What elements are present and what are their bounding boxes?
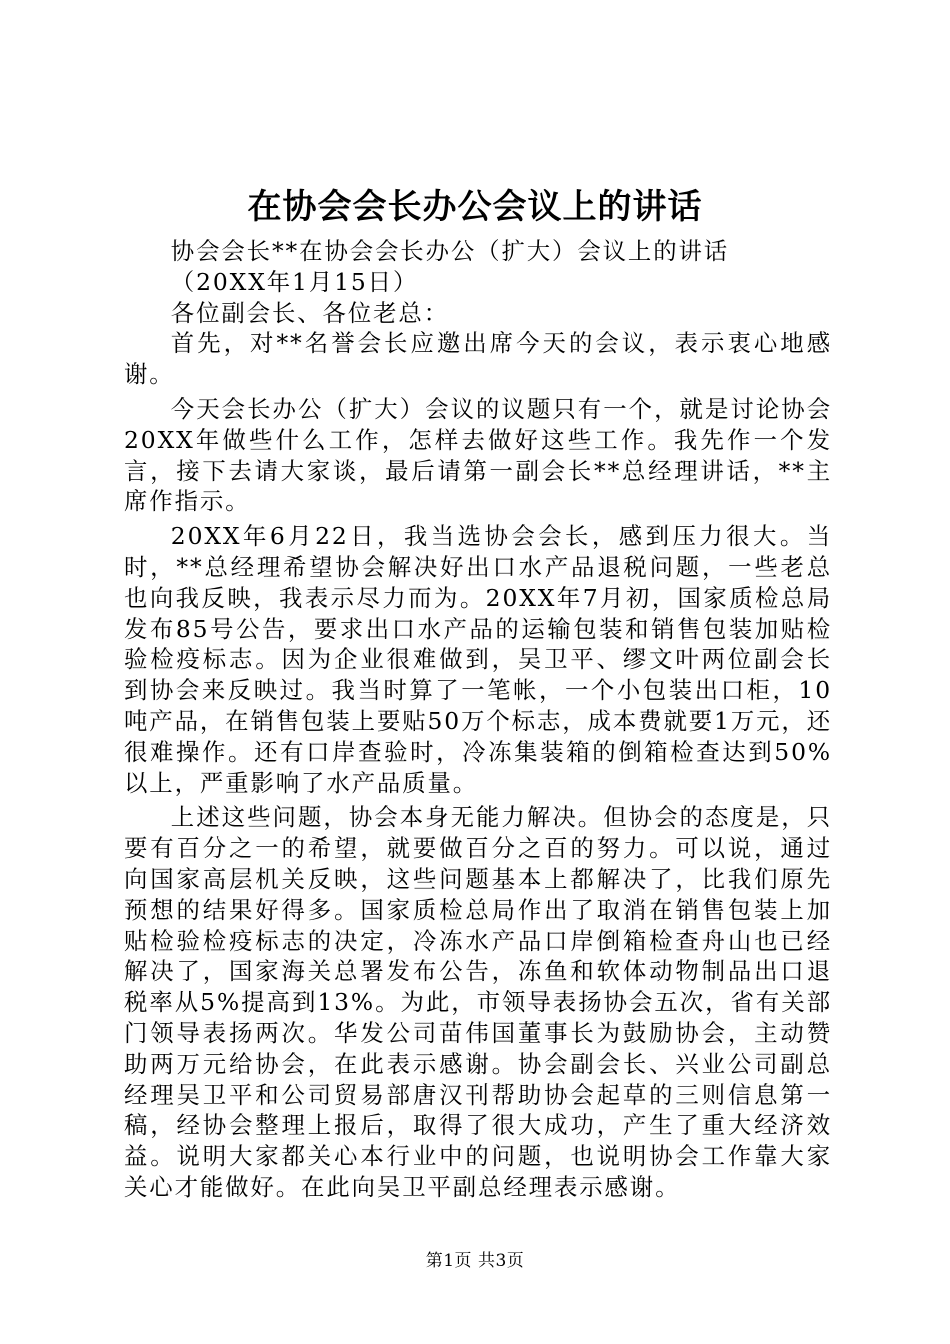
paragraph: 首先，对**名誉会长应邀出席今天的会议，表示衷心地感谢。	[124, 329, 832, 389]
speech-subtitle: 协会会长**在协会会长办公（扩大）会议上的讲话	[170, 237, 730, 265]
salutation: 各位副会长、各位老总：	[170, 298, 449, 327]
document-title: 在协会会长办公会议上的讲话	[247, 187, 703, 227]
paragraph: 今天会长办公（扩大）会议的议题只有一个，就是讨论协会20XX年做些什么工作，怎样去做好这些工作。我先作一个发言，接下去请大家谈，最后请第一副会长**总经理讲话，**主席作指示。	[124, 394, 832, 516]
paragraph: 20XX年6月22日，我当选协会会长，感到压力很大。当时，**总经理希望协会解决好出口水产品退税问题，一些老总也向我反映，我表示尽力而为。20XX年7月初，国家质检总局发布85号公告，要求出口水产品的运输包装和销售包装加贴检验检疫标志。因为企业很难做到，吴卫平、缪文叶两位副会长到协会来反映过。我当时算了一笔帐，一个小包装出口柜，10吨产品，在销售包装上要贴50万个标志，成本费就要1万元，还很难操作。还有口岸查验时，冷冻集装箱的倒箱检查达到50%以上，严重影响了水产品质量。	[124, 522, 832, 797]
document-body	[124, 236, 832, 1203]
paragraph: 上述这些问题，协会本身无能力解决。但协会的态度是，只要有百分之一的希望，就要做百分之百的努力。可以说，通过向国家高层机关反映，这些问题基本上都解决了，比我们原先预想的结果好得多。国家质检总局作出了取消在销售包装上加贴检验检疫标志的决定，冷冻水产品口岸倒箱检查舟山也已经解决了，国家海关总署发布公告，冻鱼和软体动物制品出口退税率从5%提高到13%。为此，市领导表扬协会五次，省有关部门领导表扬两次。华发公司苗伟国董事长为鼓励协会，主动赞助两万元给协会，在此表示感谢。协会副会长、兴业公司副总经理吴卫平和公司贸易部唐汉刊帮助协会起草的三则信息第一稿，经协会整理上报后，取得了很大成功，产生了重大经济效益。说明大家都关心本行业中的问题，也说明协会工作靠大家关心才能做好。在此向吴卫平副总经理表示感谢。	[124, 803, 832, 1201]
page-number-footer: 第1页 共3页	[425, 1251, 525, 1271]
speech-date: （20XX年1月15日）	[170, 267, 419, 296]
